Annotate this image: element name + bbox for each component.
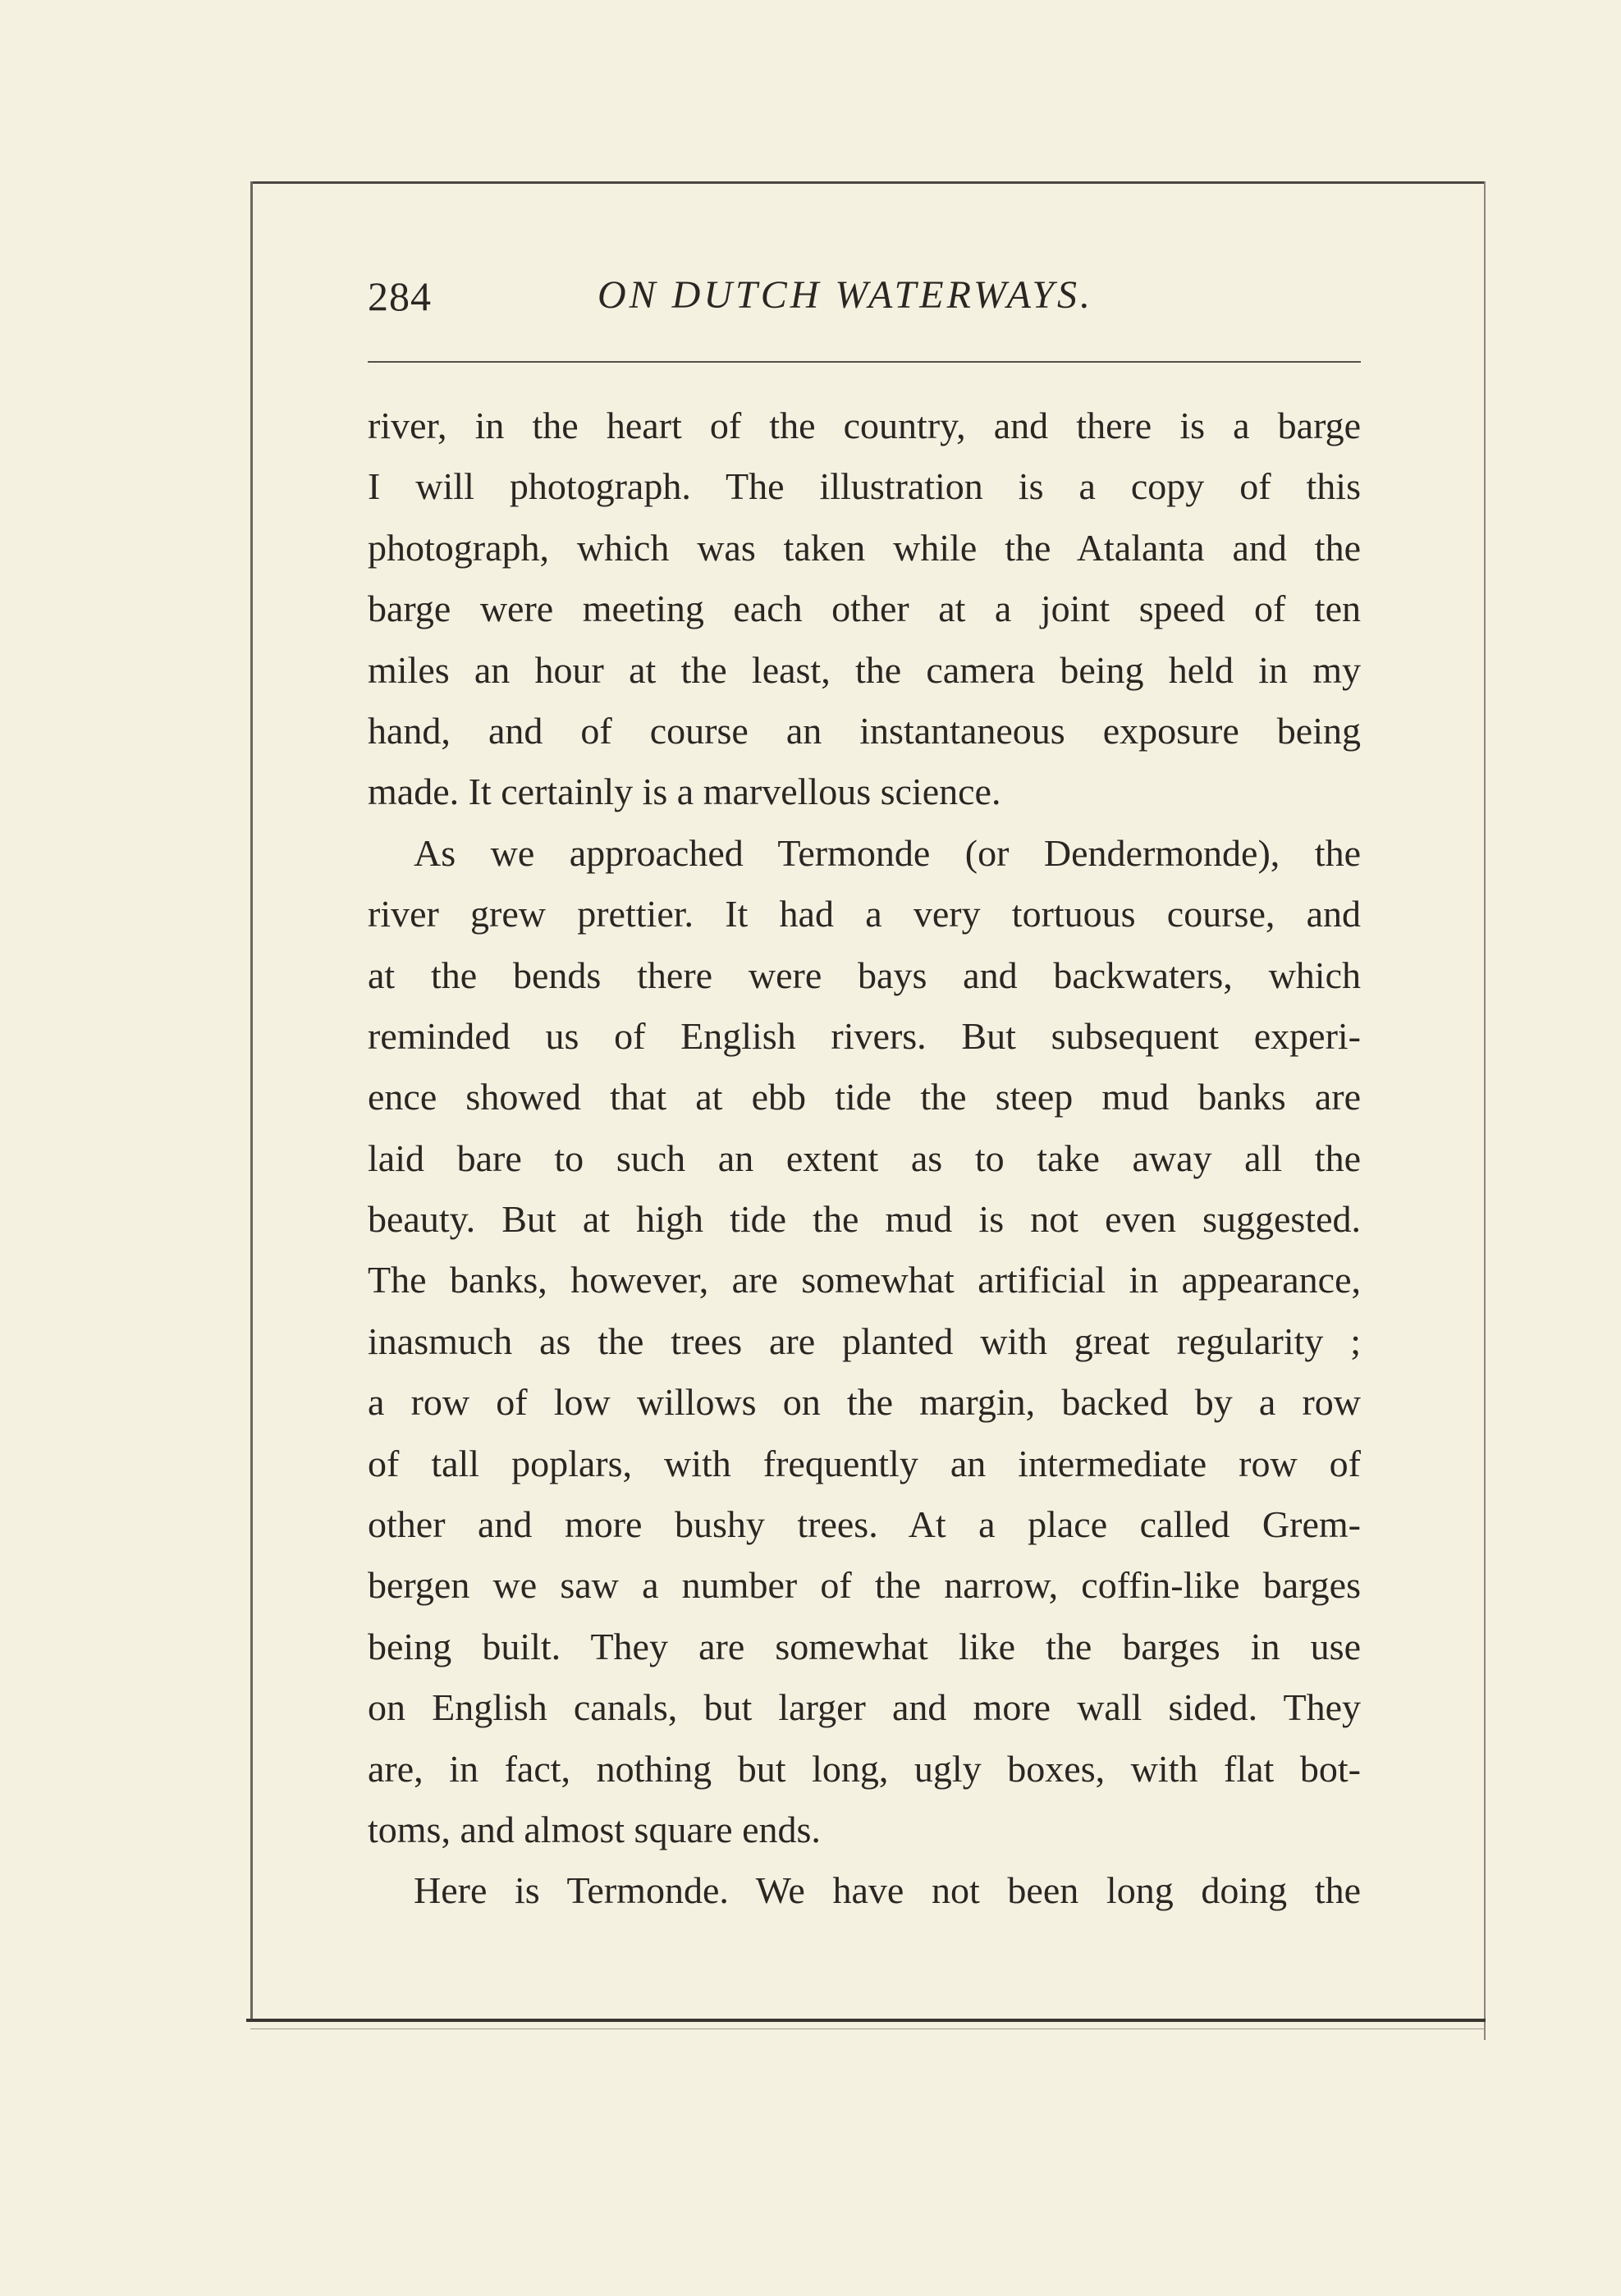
page-border-bottom bbox=[246, 2019, 1486, 2022]
page-border-right bbox=[1484, 181, 1486, 2040]
header-rule bbox=[368, 361, 1361, 363]
text-line: hand, and of course an instantaneous exposure being bbox=[368, 709, 1361, 752]
text-line: inasmuch as the trees are planted with great regularity ; bbox=[368, 1320, 1361, 1362]
text-line: ence showed that at ebb tide the steep mud banks are bbox=[368, 1076, 1361, 1118]
text-line: I will photograph. The illustration is a copy of this bbox=[368, 465, 1361, 508]
text-line: toms, and almost square ends. bbox=[368, 1808, 821, 1850]
page-border-top bbox=[250, 181, 1486, 184]
page-number: 284 bbox=[368, 273, 432, 319]
text-line: river, in the heart of the country, and there is a barge bbox=[368, 405, 1361, 446]
text-line: barge were meeting each other at a joint speed of ten bbox=[368, 588, 1361, 630]
text-line-paragraph-start: As we approached Termonde (or Dendermonde), the bbox=[414, 831, 1361, 874]
page-border-bottom-inner bbox=[250, 2028, 1486, 2029]
text-line: are, in fact, nothing but long, ugly boxes, with flat bot- bbox=[368, 1747, 1361, 1790]
text-line: beauty. But at high tide the mud is not even suggested. bbox=[368, 1198, 1361, 1241]
text-line: a row of low willows on the margin, backed by a row bbox=[368, 1381, 1361, 1424]
text-line: being built. They are somewhat like the barges in use bbox=[368, 1625, 1361, 1667]
running-title: ON DUTCH WATERWAYS. bbox=[598, 273, 1094, 317]
text-line: miles an hour at the least, the camera being held in my bbox=[368, 648, 1361, 691]
text-line-paragraph-start: Here is Termonde. We have not been long doing the bbox=[414, 1869, 1361, 1912]
text-line: The banks, however, are somewhat artificial in appearance, bbox=[368, 1259, 1361, 1301]
text-line: photograph, which was taken while the Atalanta and the bbox=[368, 526, 1361, 569]
body-text bbox=[368, 397, 1361, 1923]
text-line: reminded us of English rivers. But subsequent experi- bbox=[368, 1014, 1361, 1057]
text-line: at the bends there were bays and backwaters, which bbox=[368, 954, 1361, 996]
text-line: river grew prettier. It had a very tortuous course, and bbox=[368, 893, 1361, 935]
text-line: laid bare to such an extent as to take away all the bbox=[368, 1137, 1361, 1179]
text-line: on English canals, but larger and more wall sided. They bbox=[368, 1686, 1361, 1729]
text-line: made. It certainly is a marvellous science. bbox=[368, 771, 1001, 813]
text-line: other and more bushy trees. At a place called Grem- bbox=[368, 1503, 1361, 1546]
page-border-left bbox=[250, 181, 253, 2019]
page-header bbox=[368, 272, 1361, 332]
text-line: of tall poplars, with frequently an intermediate row of bbox=[368, 1442, 1361, 1484]
text-line: bergen we saw a number of the narrow, coffin-like barges bbox=[368, 1564, 1361, 1607]
